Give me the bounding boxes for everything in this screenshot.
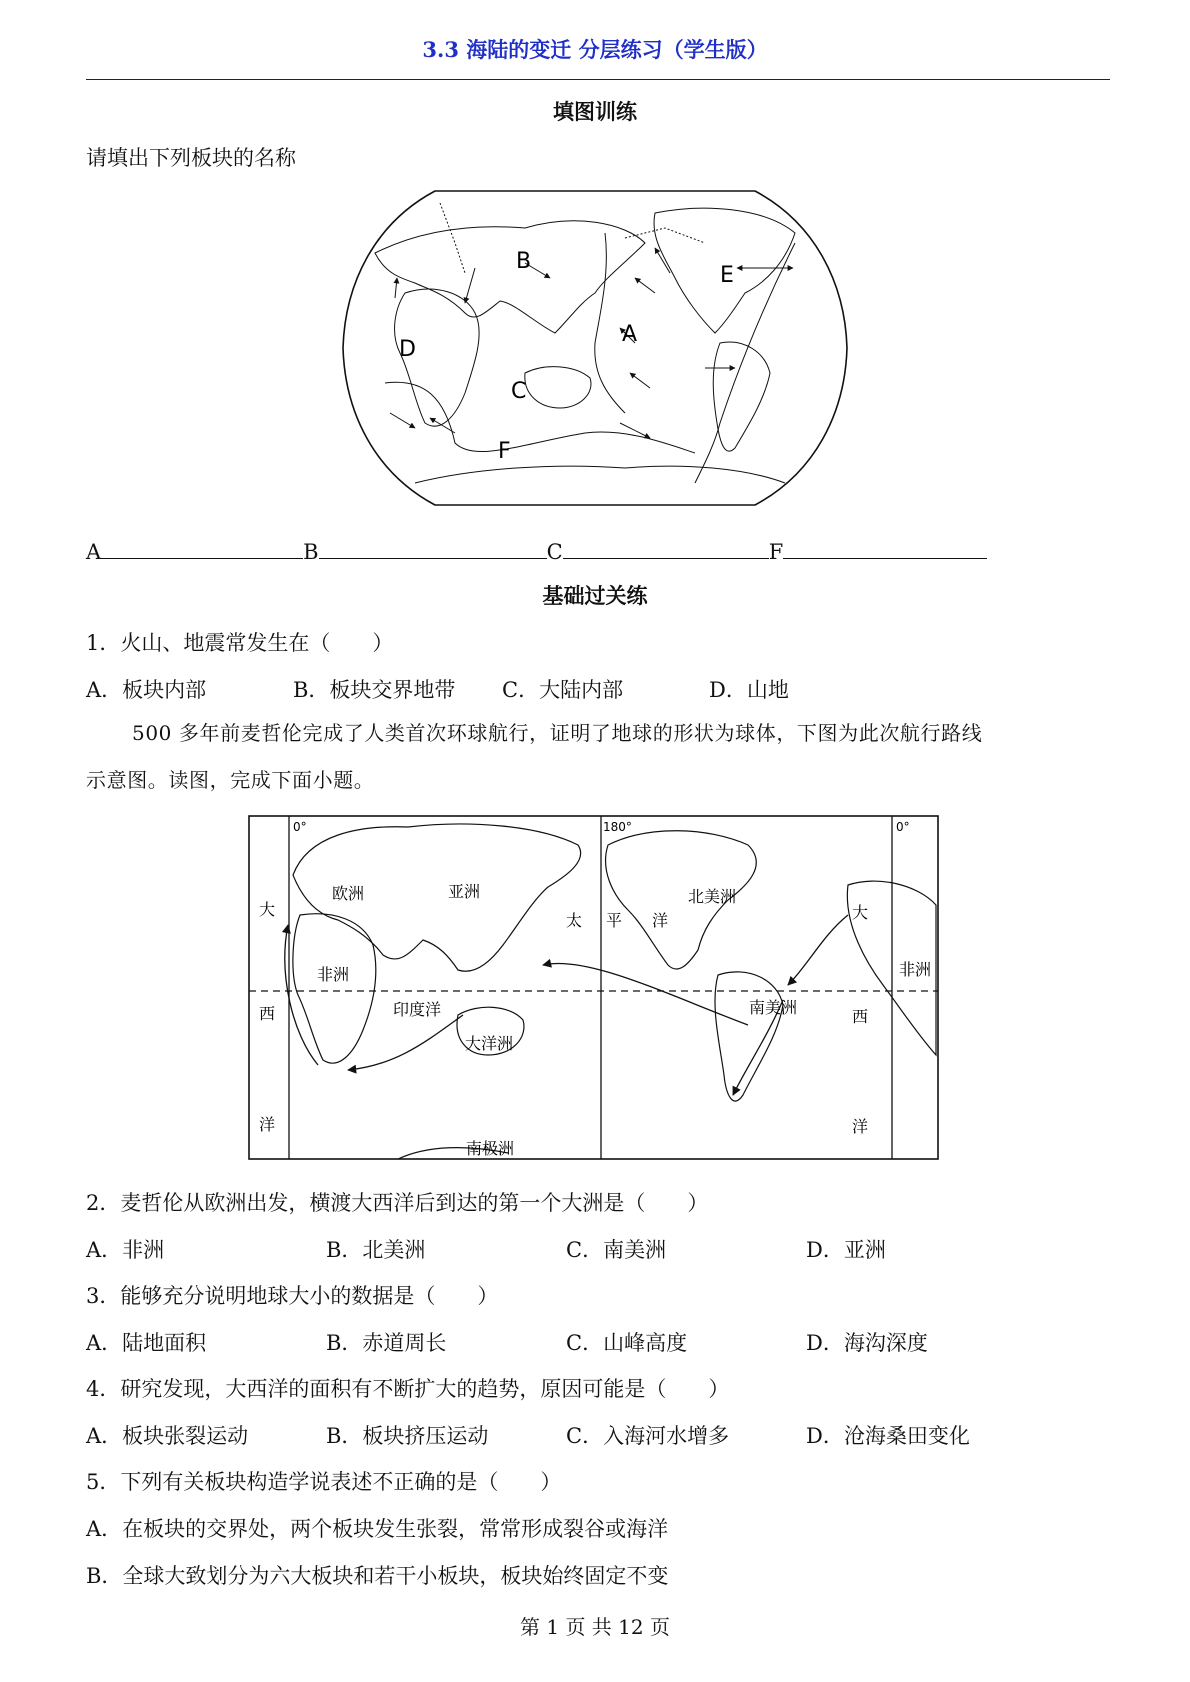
section-heading-map-training: 填图训练 [553, 99, 637, 124]
label-pacific-1: 太 [566, 911, 583, 930]
lon-label-0-right: 0° [896, 820, 910, 834]
label-asia: 亚洲 [448, 882, 481, 901]
document-title: 3.3 海陆的变迁 分层练习（学生版） [422, 37, 768, 62]
q4-stem: 4．研究发现，大西洋的面积有不断扩大的趋势，原因可能是（ ） [86, 1377, 730, 1401]
q1-option-c[interactable]: C．大陆内部 [502, 678, 624, 702]
q2-option-b[interactable]: B．北美洲 [326, 1238, 426, 1262]
label-atlantic-left-1: 大 [259, 900, 276, 919]
q5-option-a[interactable]: A．在板块的交界处，两个板块发生张裂，常常形成裂谷或海洋 [86, 1517, 669, 1541]
plate-label-b: B [516, 249, 532, 274]
label-europe: 欧洲 [332, 884, 365, 903]
trench-marks [625, 228, 705, 243]
label-atlantic-left-3: 洋 [259, 1115, 276, 1134]
label-pacific-3: 洋 [652, 911, 669, 930]
section-heading-basic-practice: 基础过关练 [542, 583, 648, 608]
q2-option-d[interactable]: D．亚洲 [806, 1238, 886, 1262]
label-atlantic-right-3: 洋 [852, 1117, 869, 1136]
q3-option-b[interactable]: B．赤道周长 [326, 1331, 447, 1355]
q4-option-c[interactable]: C．入海河水增多 [566, 1424, 730, 1448]
page-footer: 第 1 页 共 12 页 [520, 1615, 670, 1639]
q5-stem: 5．下列有关板块构造学说表述不正确的是（ ） [86, 1470, 562, 1494]
plate-label-e: E [720, 263, 734, 288]
q3-option-c[interactable]: C．山峰高度 [566, 1331, 688, 1355]
answer-blanks-row [86, 536, 987, 564]
passage-line-2: 示意图。读图，完成下面小题。 [86, 768, 375, 792]
lon-label-0-left: 0° [293, 820, 307, 834]
label-africa-right: 非洲 [899, 960, 932, 979]
label-africa: 非洲 [317, 965, 350, 984]
q4-option-b[interactable]: B．板块挤压运动 [326, 1424, 489, 1448]
q4-option-a[interactable]: A．板块张裂运动 [86, 1424, 249, 1448]
motion-arrow [395, 278, 397, 298]
blank-f[interactable] [783, 536, 987, 559]
q3-stem: 3．能够充分说明地球大小的数据是（ ） [86, 1284, 499, 1308]
label-oceania: 大洋洲 [465, 1034, 514, 1053]
q1-option-d[interactable]: D．山地 [709, 678, 789, 702]
q1-option-b[interactable]: B．板块交界地带 [293, 678, 456, 702]
motion-arrow [630, 373, 650, 388]
blank-label-f: F [768, 540, 784, 564]
antarctica-outline [415, 466, 785, 483]
plate-boundary [695, 243, 795, 483]
q3-option-d[interactable]: D．海沟深度 [806, 1331, 928, 1355]
q1-option-a[interactable]: A．板块内部 [86, 678, 207, 702]
plate-map [325, 183, 865, 513]
magellan-route-map [248, 815, 940, 1161]
q2-option-a[interactable]: A．非洲 [86, 1238, 165, 1262]
blank-c[interactable] [563, 536, 769, 559]
blank-label-b: B [303, 540, 319, 564]
plate-label-d: D [399, 337, 416, 362]
blank-a[interactable] [101, 536, 303, 559]
blank-b[interactable] [319, 536, 547, 559]
passage-line-1: 500 多年前麦哲伦完成了人类首次环球航行，证明了地球的形状为球体，下图为此次航行路线 [132, 721, 983, 745]
label-north-america: 北美洲 [688, 887, 737, 906]
plate-boundary [595, 233, 625, 413]
plate-label-a: A [622, 322, 638, 347]
south-america-outline [713, 342, 770, 451]
q5-option-b[interactable]: B．全球大致划分为六大板块和若干小板块，板块始终固定不变 [86, 1564, 669, 1588]
q2-option-c[interactable]: C．南美洲 [566, 1238, 667, 1262]
q1-stem: 1．火山、地震常发生在（ ） [86, 631, 394, 655]
motion-arrow [430, 418, 455, 433]
lon-label-180: 180° [603, 820, 632, 834]
plate-label-f: F [498, 439, 511, 464]
trench-marks [440, 203, 465, 273]
label-atlantic-right-2: 西 [852, 1007, 869, 1026]
label-pacific-2: 平 [606, 911, 623, 930]
eurasia-outline [375, 221, 645, 333]
q2-stem: 2．麦哲伦从欧洲出发，横渡大西洋后到达的第一个大洲是（ ） [86, 1191, 709, 1215]
map-instruction: 请填出下列板块的名称 [86, 146, 296, 170]
motion-arrow [390, 413, 415, 428]
motion-arrow [655, 248, 670, 273]
q4-option-d[interactable]: D．沧海桑田变化 [806, 1424, 970, 1448]
label-atlantic-right-1: 大 [852, 903, 869, 922]
blank-label-a: A [86, 540, 102, 564]
plate-label-c: C [511, 379, 527, 404]
plate-boundary [385, 382, 695, 453]
label-south-america: 南美洲 [749, 998, 798, 1017]
blank-label-c: C [546, 540, 563, 564]
q3-option-a[interactable]: A．陆地面积 [86, 1331, 207, 1355]
map-frame [249, 816, 938, 1159]
label-antarctica: 南极洲 [466, 1139, 515, 1158]
motion-arrow [465, 268, 475, 303]
label-indian-ocean: 印度洋 [393, 1000, 442, 1019]
motion-arrow [635, 278, 655, 293]
label-atlantic-left-2: 西 [259, 1004, 276, 1023]
header-rule [86, 79, 1110, 80]
australia-outline [525, 367, 591, 408]
